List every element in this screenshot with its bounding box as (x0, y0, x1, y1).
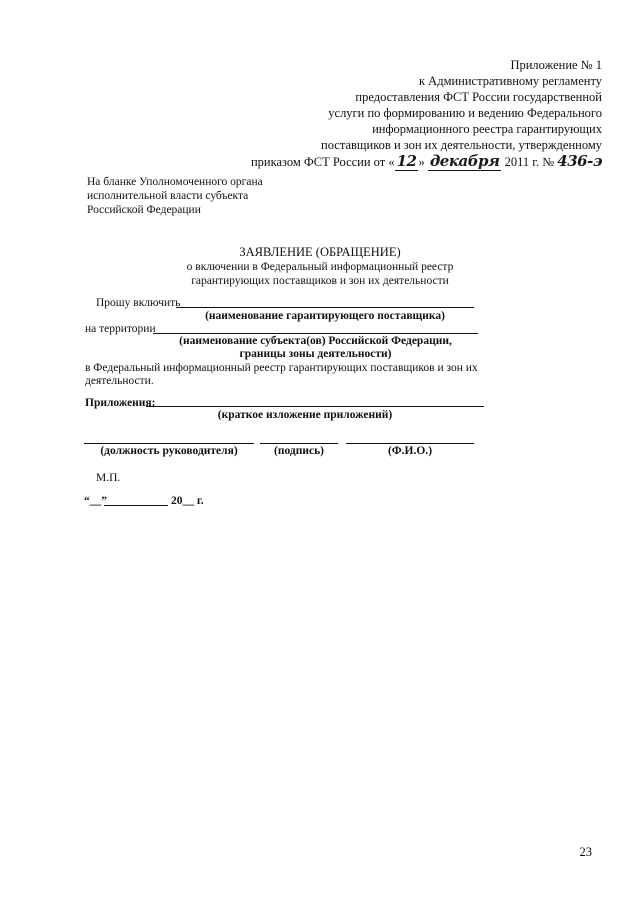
document-title-block (0, 245, 640, 288)
letterhead-line-2: исполнительной власти субъекта (87, 190, 249, 202)
order-number-handwritten: 436-э (557, 152, 602, 170)
letterhead-note (87, 175, 263, 217)
position-caption: (должность руководителя) (100, 445, 238, 457)
annex-line-1: Приложение № 1 (510, 58, 602, 72)
territory-label: на территории (85, 323, 156, 335)
date-month-line[interactable] (104, 505, 168, 506)
date-year: 20__ г. (171, 495, 204, 507)
body-line-1: в Федеральный информационный реестр гарантирующих поставщиков и зон их (85, 362, 478, 374)
attachments-line[interactable] (146, 406, 484, 407)
order-prefix: приказом ФСТ России от « (250, 155, 395, 169)
annex-line-5: информационного реестра гарантирующих (372, 122, 602, 136)
attachments-caption: (краткое изложение приложений) (217, 409, 393, 421)
annex-order-line (242, 153, 602, 170)
date-day: “__” (84, 495, 107, 507)
document-subtitle-1: о включении в Федеральный информационный реестр (186, 261, 454, 273)
attachments-label: Приложения: (85, 397, 156, 409)
territory-caption-1: (наименование субъекта(ов) Российской Федерации, (179, 335, 452, 347)
annex-line-4: услуги по формированию и ведению Федерального (328, 106, 602, 120)
body-line-2: деятельности. (85, 375, 154, 387)
order-quote-close: » (418, 155, 425, 169)
page-number: 23 (579, 845, 592, 859)
stamp-placeholder: М.П. (96, 472, 121, 484)
order-year: 2011 г. № (504, 155, 555, 169)
territory-caption-2: границы зоны деятельности) (239, 348, 392, 360)
annex-header (242, 57, 602, 170)
supplier-caption: (наименование гарантирующего поставщика) (205, 310, 445, 322)
signature-caption: (подпись) (274, 445, 324, 457)
supplier-name-line[interactable] (176, 307, 474, 308)
request-label: Прошу включить (96, 297, 181, 309)
letterhead-line-3: Российской Федерации (87, 204, 201, 216)
document-title: ЗАЯВЛЕНИЕ (ОБРАЩЕНИЕ) (239, 245, 401, 259)
annex-line-3: предоставления ФСТ России государственной (355, 90, 602, 104)
order-day-handwritten: 12 (396, 152, 417, 170)
document-subtitle-2: гарантирующих поставщиков и зон их деятельности (191, 275, 449, 287)
name-caption: (Ф.И.О.) (387, 445, 433, 457)
order-month-handwritten: декабря (429, 152, 500, 170)
letterhead-line-1: На бланке Уполномоченного органа (87, 176, 263, 188)
annex-line-2: к Административному регламенту (418, 74, 602, 88)
annex-line-6: поставщиков и зон их деятельности, утвержденному (321, 138, 602, 152)
